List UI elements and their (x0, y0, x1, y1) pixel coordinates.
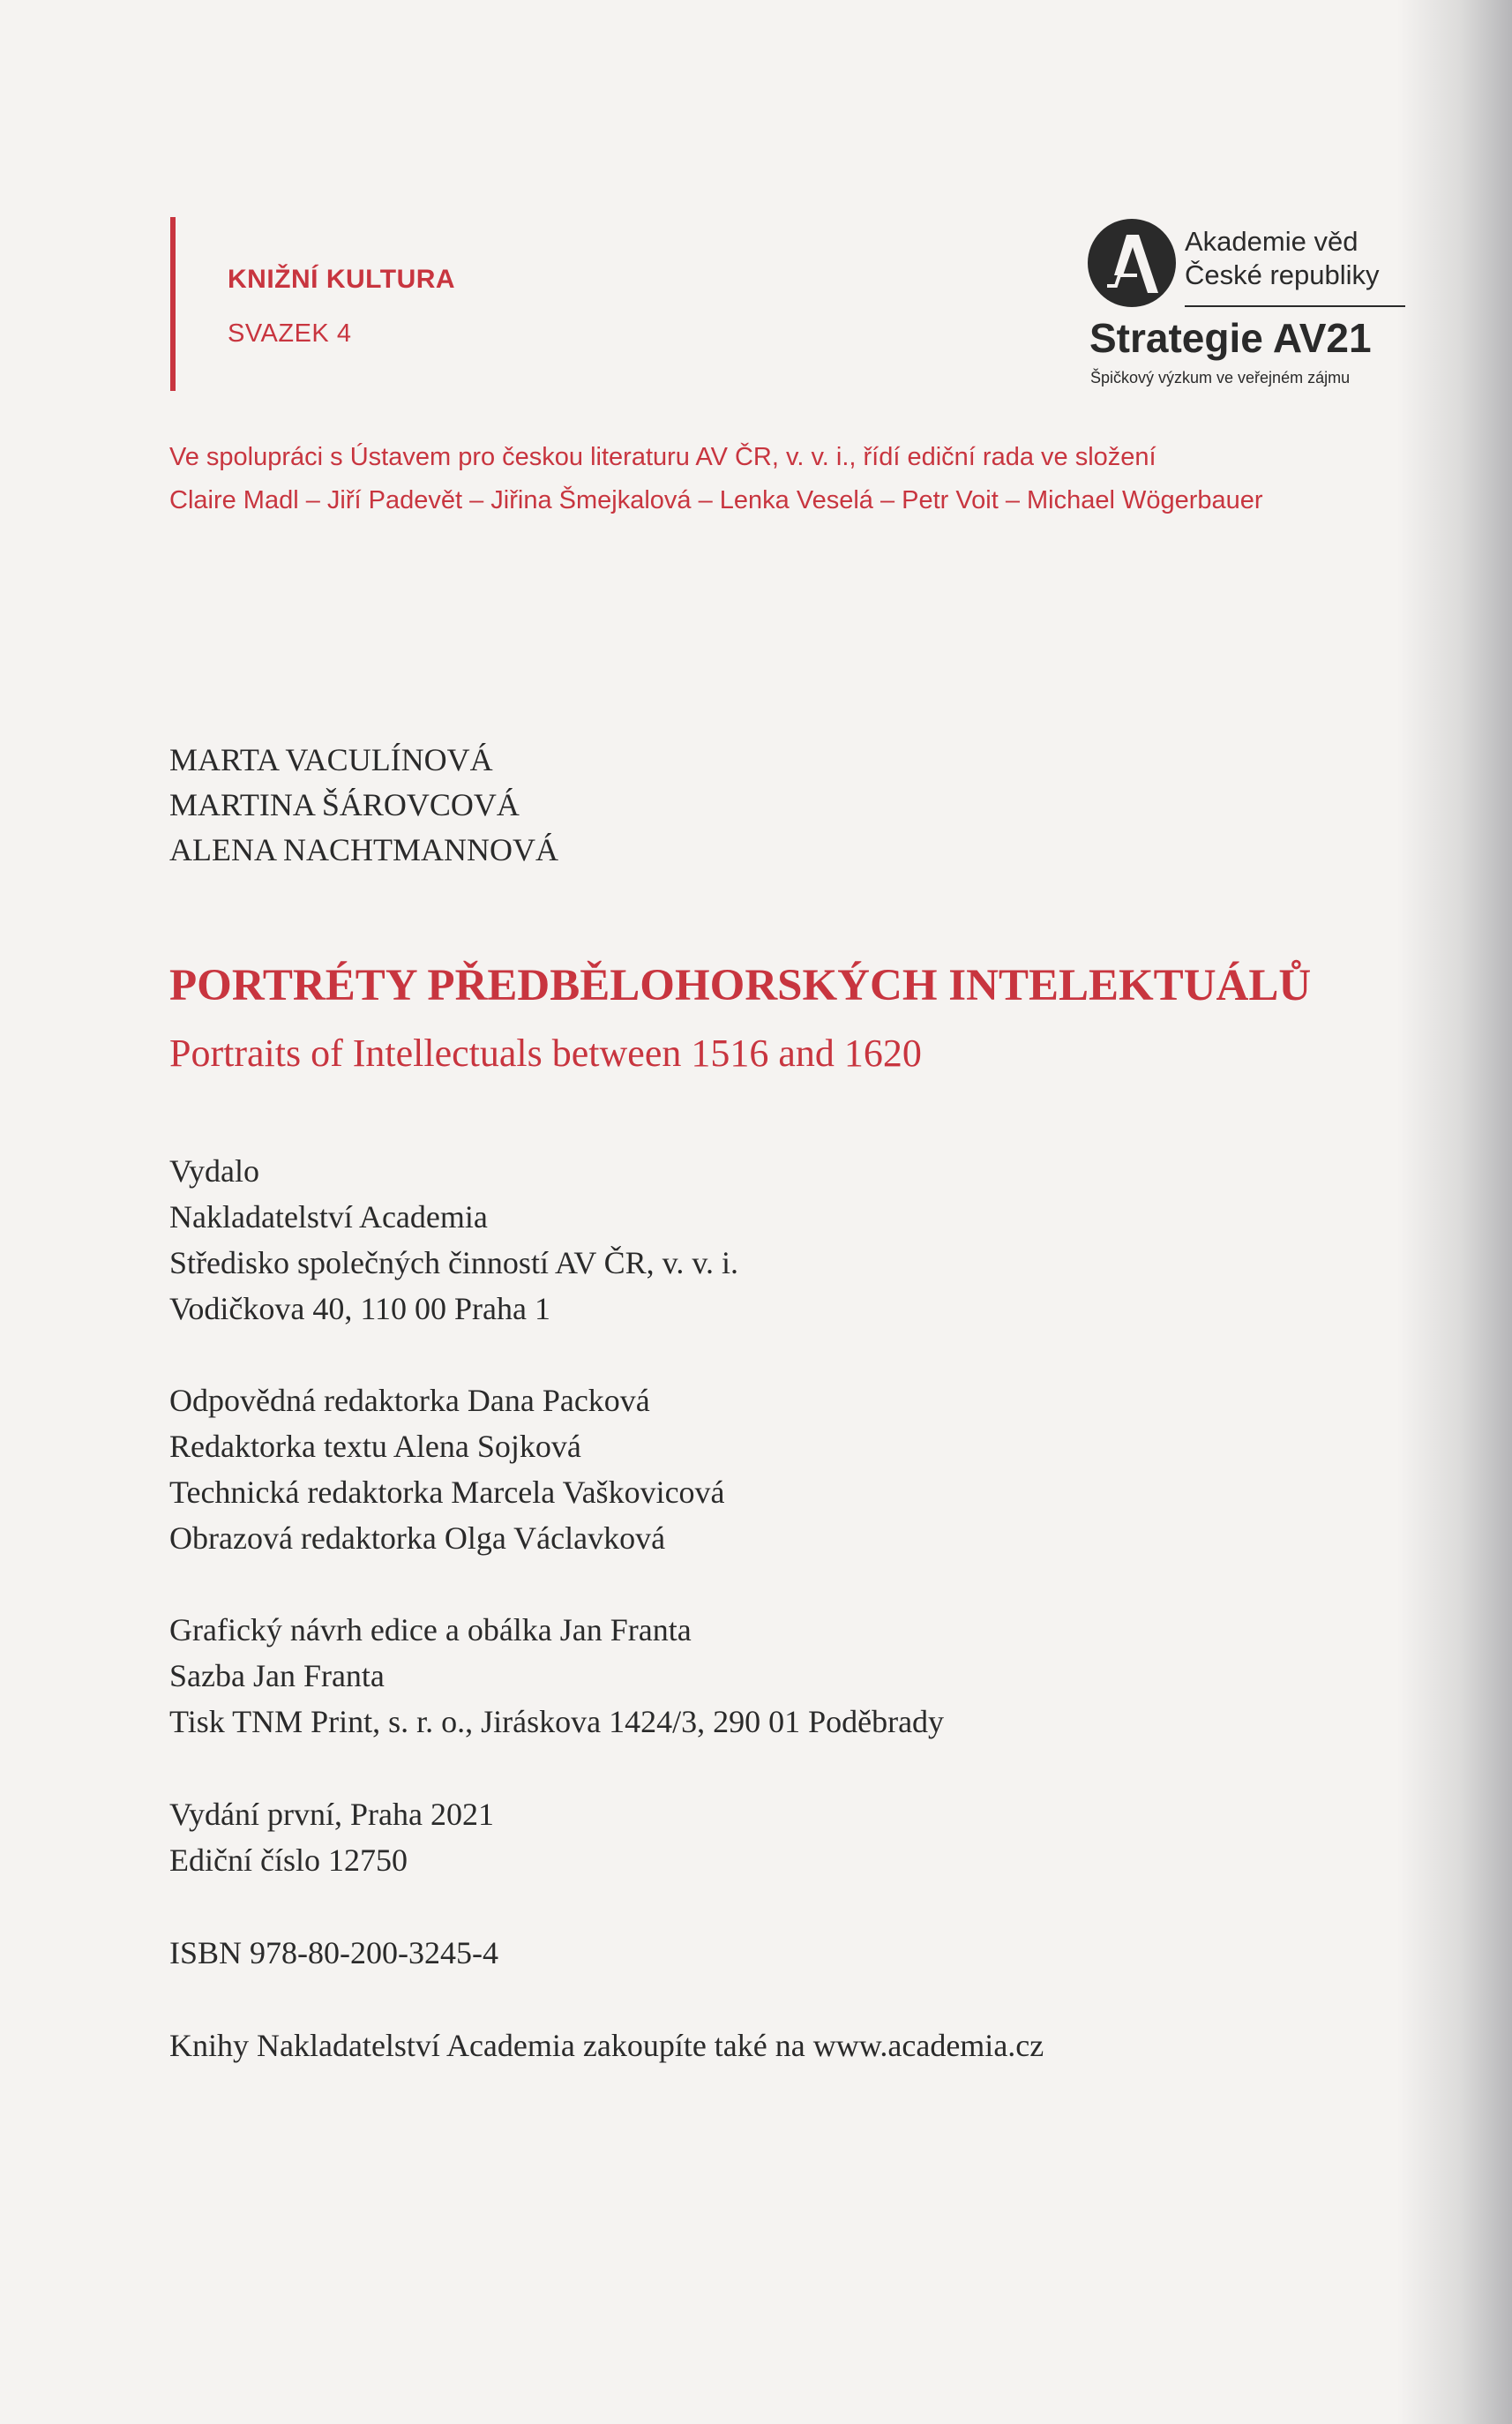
publisher-address: Vodičkova 40, 110 00 Praha 1 (169, 1291, 550, 1326)
production-typesetting: Sazba Jan Franta (169, 1658, 385, 1693)
edition-first: Vydání první, Praha 2021 (169, 1797, 494, 1832)
series-accent-bar (170, 217, 176, 391)
publisher-label: Vydalo (169, 1153, 259, 1189)
collaboration-line-2: Claire Madl – Jiří Padevět – Jiřina Šmejkalová – Lenka Veselá – Petr Voit – Michael Wögerbauer (169, 486, 1263, 514)
book-subtitle: Portraits of Intellectuals between 1516 and 1620 (169, 1032, 922, 1075)
publisher-name: Nakladatelství Academia (169, 1199, 488, 1235)
author-1: MARTA VACULÍNOVÁ (169, 742, 493, 777)
strategy-tagline: Špičkový výzkum ve veřejném zájmu (1090, 369, 1351, 386)
publisher-unit: Středisko společných činností AV ČR, v. v. i. (169, 1245, 739, 1280)
author-3: ALENA NACHTMANNOVÁ (169, 832, 558, 867)
collaboration-line-1: Ve spolupráci s Ústavem pro českou literaturu AV ČR, v. v. i., řídí ediční rada ve složení (169, 443, 1156, 471)
author-2: MARTINA ŠÁROVCOVÁ (169, 787, 520, 822)
academy-a-logo-icon (1088, 219, 1176, 307)
page-edge-shadow (1397, 0, 1512, 2424)
editor-technical: Technická redaktorka Marcela Vaškovicová (169, 1475, 725, 1510)
edition-number: Ediční číslo 12750 (169, 1842, 408, 1878)
footer-note: Knihy Nakladatelství Academia zakoupíte také na www.academia.cz (169, 2028, 1044, 2063)
series-title: KNIŽNÍ KULTURA (228, 265, 456, 294)
strategy-title: Strategie AV21 (1089, 315, 1372, 361)
editor-responsible: Odpovědná redaktorka Dana Packová (169, 1383, 650, 1418)
production-print: Tisk TNM Print, s. r. o., Jiráskova 1424/3, 290 01 Poděbrady (169, 1704, 945, 1739)
book-title: PORTRÉTY PŘEDBĚLOHORSKÝCH INTELEKTUÁLŮ (169, 961, 1312, 1010)
academy-name-line1: Akademie věd (1185, 226, 1359, 257)
editor-image: Obrazová redaktorka Olga Václavková (169, 1520, 666, 1556)
production-design: Grafický návrh edice a obálka Jan Franta (169, 1612, 692, 1647)
editor-text: Redaktorka textu Alena Sojková (169, 1429, 581, 1464)
isbn: ISBN 978-80-200-3245-4 (169, 1935, 498, 1970)
academy-name-line2: České republiky (1185, 259, 1380, 290)
series-volume: SVAZEK 4 (228, 319, 352, 348)
logo-divider (1185, 305, 1405, 307)
